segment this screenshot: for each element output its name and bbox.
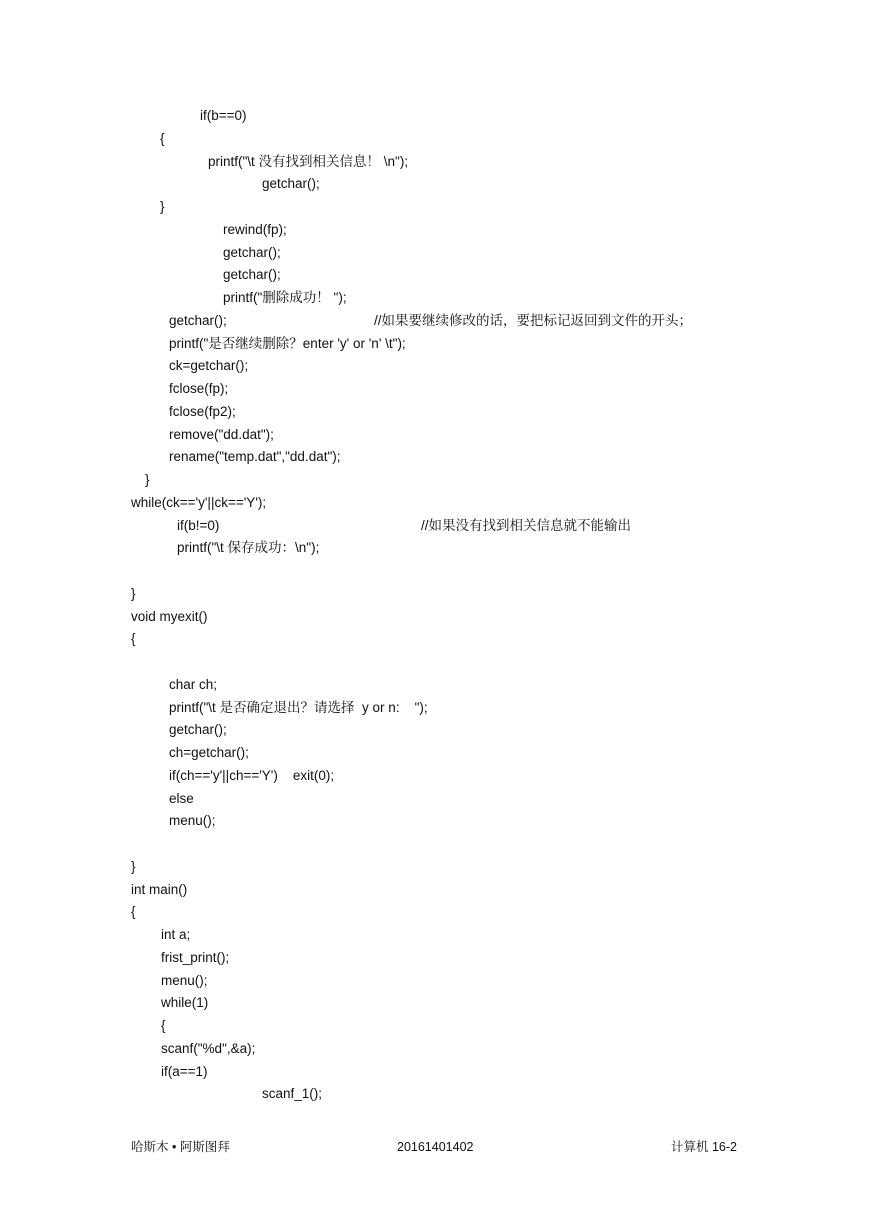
code-line: ck=getchar(); [169, 358, 249, 373]
code-line: printf("\t 没有找到相关信息！ \n"); [208, 154, 409, 169]
code-line: int main() [131, 882, 188, 897]
code-line: void myexit() [131, 609, 208, 624]
code-line: scanf_1(); [262, 1086, 323, 1101]
code-line: { [131, 631, 136, 646]
code-line: printf("是否继续删除？enter 'y' or 'n' \t"); [169, 336, 406, 351]
footer-author: 哈斯木 • 阿斯图拜 [131, 1140, 230, 1154]
code-line: if(a==1) [161, 1064, 208, 1079]
code-line: getchar(); [223, 267, 281, 282]
code-line: char ch; [169, 677, 218, 692]
code-line: fclose(fp2); [169, 404, 236, 419]
code-line: remove("dd.dat"); [169, 427, 274, 442]
code-line: int a; [161, 927, 191, 942]
code-line: getchar(); [223, 245, 281, 260]
code-line: } [145, 472, 150, 487]
footer-class-name: 计算机 16-2 [671, 1140, 737, 1154]
code-line: frist_print(); [161, 950, 230, 965]
code-line: getchar(); [262, 176, 320, 191]
footer-student-id: 20161401402 [397, 1140, 474, 1154]
code-line: } [131, 586, 136, 601]
code-line: if(b==0) [200, 108, 247, 123]
code-line: fclose(fp); [169, 381, 229, 396]
code-line: rename("temp.dat","dd.dat"); [169, 449, 341, 464]
code-line: { [131, 904, 136, 919]
code-line: ch=getchar(); [169, 745, 249, 760]
code-line: scanf("%d",&a); [161, 1041, 256, 1056]
code-comment: //如果要继续修改的话，要把标记返回到文件的开头； [374, 313, 693, 328]
code-line: getchar(); [169, 722, 227, 737]
code-line: { [161, 1018, 166, 1033]
code-line: } [160, 199, 165, 214]
code-line: else [169, 791, 194, 806]
code-line: while(ck=='y'||ck=='Y'); [131, 495, 267, 510]
code-line: { [160, 131, 165, 146]
code-line: rewind(fp); [223, 222, 287, 237]
code-line: printf("\t 是否确定退出？请选择 y or n: "); [169, 700, 428, 715]
code-comment: //如果没有找到相关信息就不能输出 [421, 518, 632, 533]
code-line: printf("删除成功！ "); [223, 290, 347, 305]
code-line: } [131, 859, 136, 874]
code-line: if(b!=0) [177, 518, 220, 533]
code-line: getchar(); [169, 313, 227, 328]
code-line: while(1) [161, 995, 209, 1010]
code-line: printf("\t 保存成功：\n"); [177, 540, 320, 555]
code-line: if(ch=='y'||ch=='Y') exit(0); [169, 768, 335, 783]
code-line: menu(); [169, 813, 216, 828]
code-line: menu(); [161, 973, 208, 988]
